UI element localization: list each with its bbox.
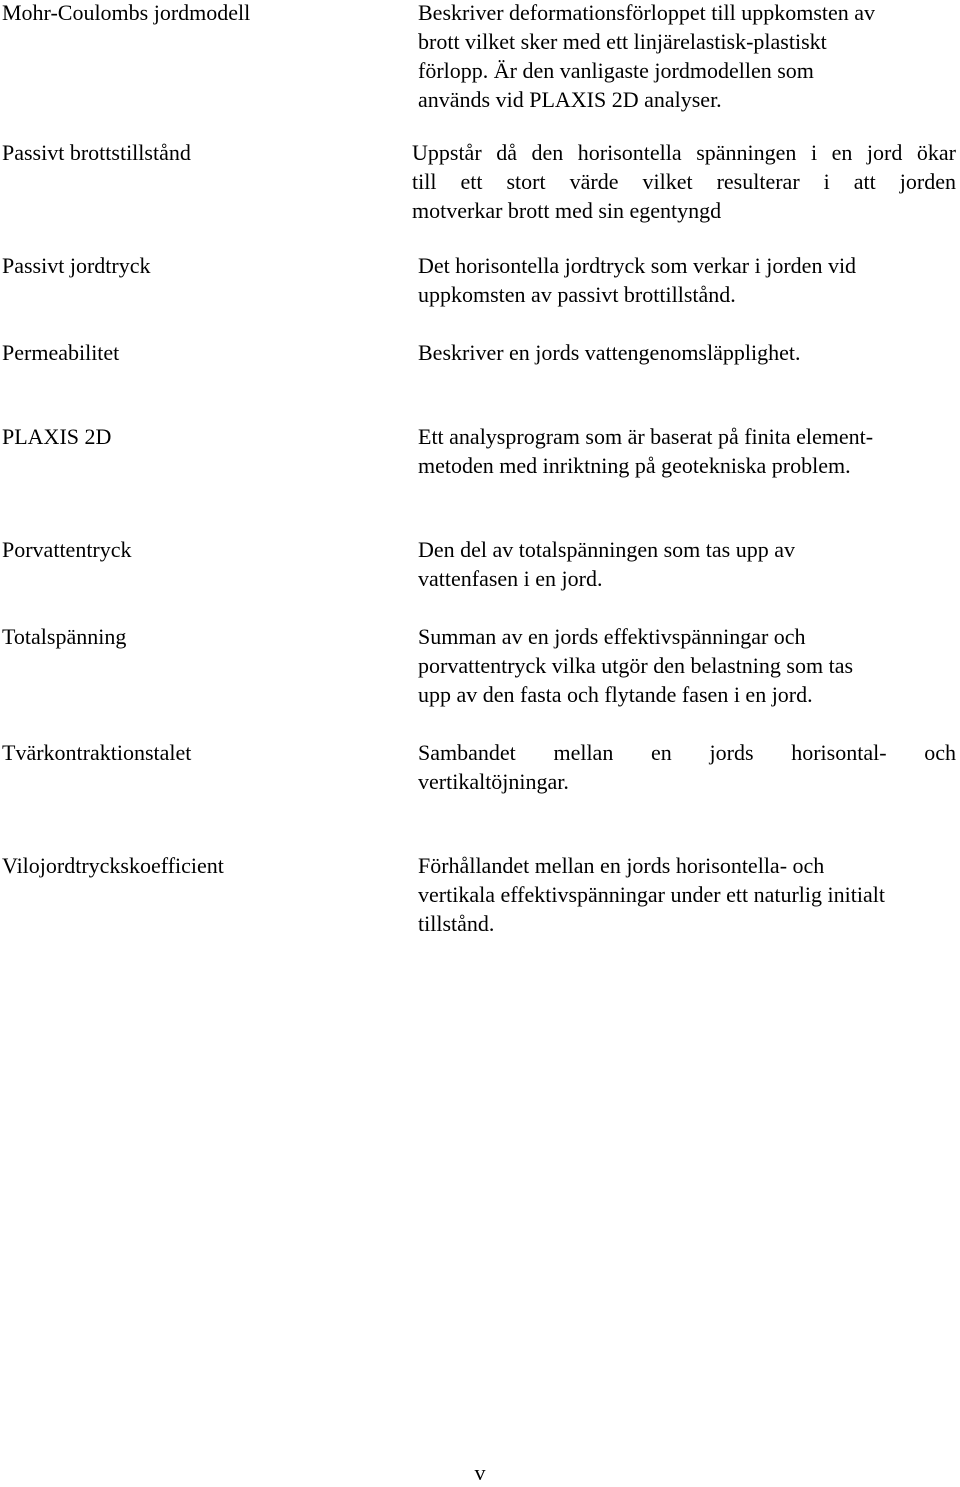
definition-line: Summan av en jords effektivspänningar och [418, 624, 806, 649]
glossary-term: PLAXIS 2D [2, 424, 112, 449]
definition-line: vattenfasen i en jord. [418, 566, 603, 591]
glossary-term: Vilojordtryckskoefficient [2, 853, 224, 878]
glossary-term: Passivt jordtryck [2, 253, 151, 278]
glossary-definition [418, 535, 956, 593]
glossary-definition [418, 338, 956, 367]
definition-line: brott vilket sker med ett linjärelastisk-plastiskt [418, 29, 827, 54]
glossary-definition [418, 251, 956, 309]
definition-line: uppkomsten av passivt brottillstånd. [418, 282, 736, 307]
definition-line: förlopp. Är den vanligaste jordmodellen som [418, 58, 814, 83]
definition-line: till ett stort värde vilket resulterar i att jorden [412, 169, 956, 194]
glossary-definition [418, 0, 956, 114]
definition-line: upp av den fasta och flytande fasen i en jord. [418, 682, 813, 707]
definition-line: Förhållandet mellan en jords horisontella- och [418, 853, 825, 878]
glossary-term: Tvärkontraktionstalet [2, 740, 192, 765]
glossary-term: Permeabilitet [2, 340, 120, 365]
definition-line: metoden med inriktning på geotekniska problem. [418, 453, 851, 478]
definition-line: Det horisontella jordtryck som verkar i jorden vid [418, 253, 857, 278]
page-number: v [474, 1460, 486, 1485]
glossary-term: Totalspänning [2, 624, 127, 649]
glossary-definition [418, 622, 956, 709]
definition-line: vertikala effektivspänningar under ett naturlig initialt [418, 882, 885, 907]
definition-line: Den del av totalspänningen som tas upp av [418, 537, 795, 562]
glossary-term: Passivt brottstillstånd [2, 140, 191, 165]
definition-line: porvattentryck vilka utgör den belastning som tas [418, 653, 854, 678]
definition-line: Sambandet mellan en jords horisontal- och [418, 740, 956, 765]
glossary-term: Porvattentryck [2, 537, 132, 562]
glossary-definition [412, 138, 956, 225]
glossary-definition [418, 422, 956, 480]
definition-line: motverkar brott med sin egentyngd [412, 198, 722, 223]
definition-line: Ett analysprogram som är baserat på finita element- [418, 424, 874, 449]
glossary-definition [418, 738, 956, 796]
glossary-term: Mohr-Coulombs jordmodell [2, 0, 251, 25]
definition-line: Uppstår då den horisontella spänningen i en jord ökar [412, 140, 956, 165]
definition-line: Beskriver deformationsförloppet till uppkomsten av [418, 0, 876, 25]
definition-line: vertikaltöjningar. [418, 769, 569, 794]
glossary-definition [418, 851, 956, 938]
definition-line: används vid PLAXIS 2D analyser. [418, 87, 722, 112]
definition-line: Beskriver en jords vattengenomsläpplighet. [418, 340, 801, 365]
definition-line: tillstånd. [418, 911, 495, 936]
